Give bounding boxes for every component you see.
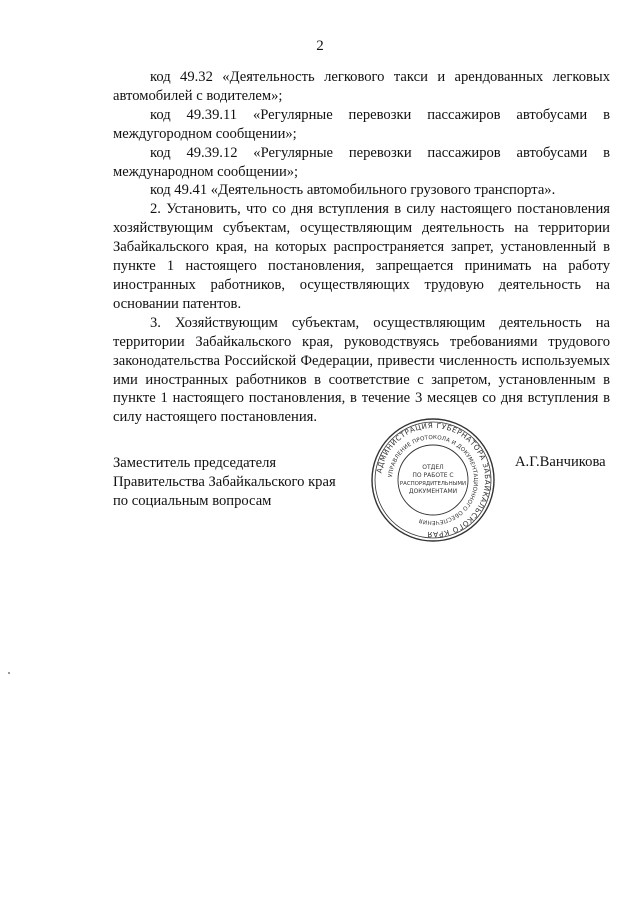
scan-speck: [8, 672, 10, 674]
stamp-outer-text: АДМИНИСТРАЦИЯ ГУБЕРНАТОРА ЗАБАЙКАЛЬСКОГО КРАЯ: [374, 420, 493, 540]
signatory-position: [113, 454, 373, 511]
stamp-center-line-3: РАСПОРЯДИТЕЛЬНЫМИ: [399, 481, 467, 487]
position-line-1: Заместитель председателя: [113, 455, 277, 471]
paragraph-code-49-39-12: код 49.39.12 «Регулярные перевозки пассажиров автобусами в международном сообщении»;: [113, 144, 610, 180]
paragraph-code-49-41: код 49.41 «Деятельность автомобильного грузового транспорта».: [150, 182, 556, 199]
paragraph-item-2: 2. Установить, что со дня вступления в силу настоящего постановления хозяйствующим субъектам, осуществляющим деятельность на территории Забайкальского края, на которых распространяется запрет, установленный в пункте 1 настоящего постановления, запрещается принимать на работу иностранных работников, осуществляющих трудовую деятельность на основании патентов.: [113, 201, 610, 312]
signer-name: А.Г.Ванчикова: [515, 454, 606, 470]
official-stamp: [370, 417, 496, 543]
stamp-center-line-2: ПО РАБОТЕ С: [412, 472, 454, 479]
paragraph-item-3: 3. Хозяйствующим субъектам, осуществляющим деятельность на территории Забайкальского края, руководствуясь требованиями трудового законодательства Российской Федерации, привести численность используемых ими иностранных работников в соответствие с запретом, установленным в пункте 1 настоящего постановления, в течение 3 месяцев со дня вступления в силу настоящего постановления.: [113, 314, 610, 426]
position-line-2: Правительства Забайкальского края: [113, 474, 336, 490]
paragraph-code-49-32: код 49.32 «Деятельность легкового такси и арендованных легковых автомобилей с водителем»;: [113, 69, 610, 104]
page-number: 2: [316, 38, 324, 54]
document-body: [113, 68, 610, 427]
stamp-center-line-4: ДОКУМЕНТАМИ: [408, 488, 458, 495]
position-line-3: по социальным вопросам: [113, 493, 272, 509]
stamp-inner-text: УПРАВЛЕНИЕ ПРОТОКОЛА И ДОКУМЕНТАЦИОННОГО ОБЕСПЕЧЕНИЯ: [388, 434, 479, 526]
paragraph-code-49-39-11: код 49.39.11 «Регулярные перевозки пассажиров автобусами в междугородном сообщении»;: [113, 106, 610, 142]
stamp-center-line-1: ОТДЕЛ: [422, 464, 444, 471]
